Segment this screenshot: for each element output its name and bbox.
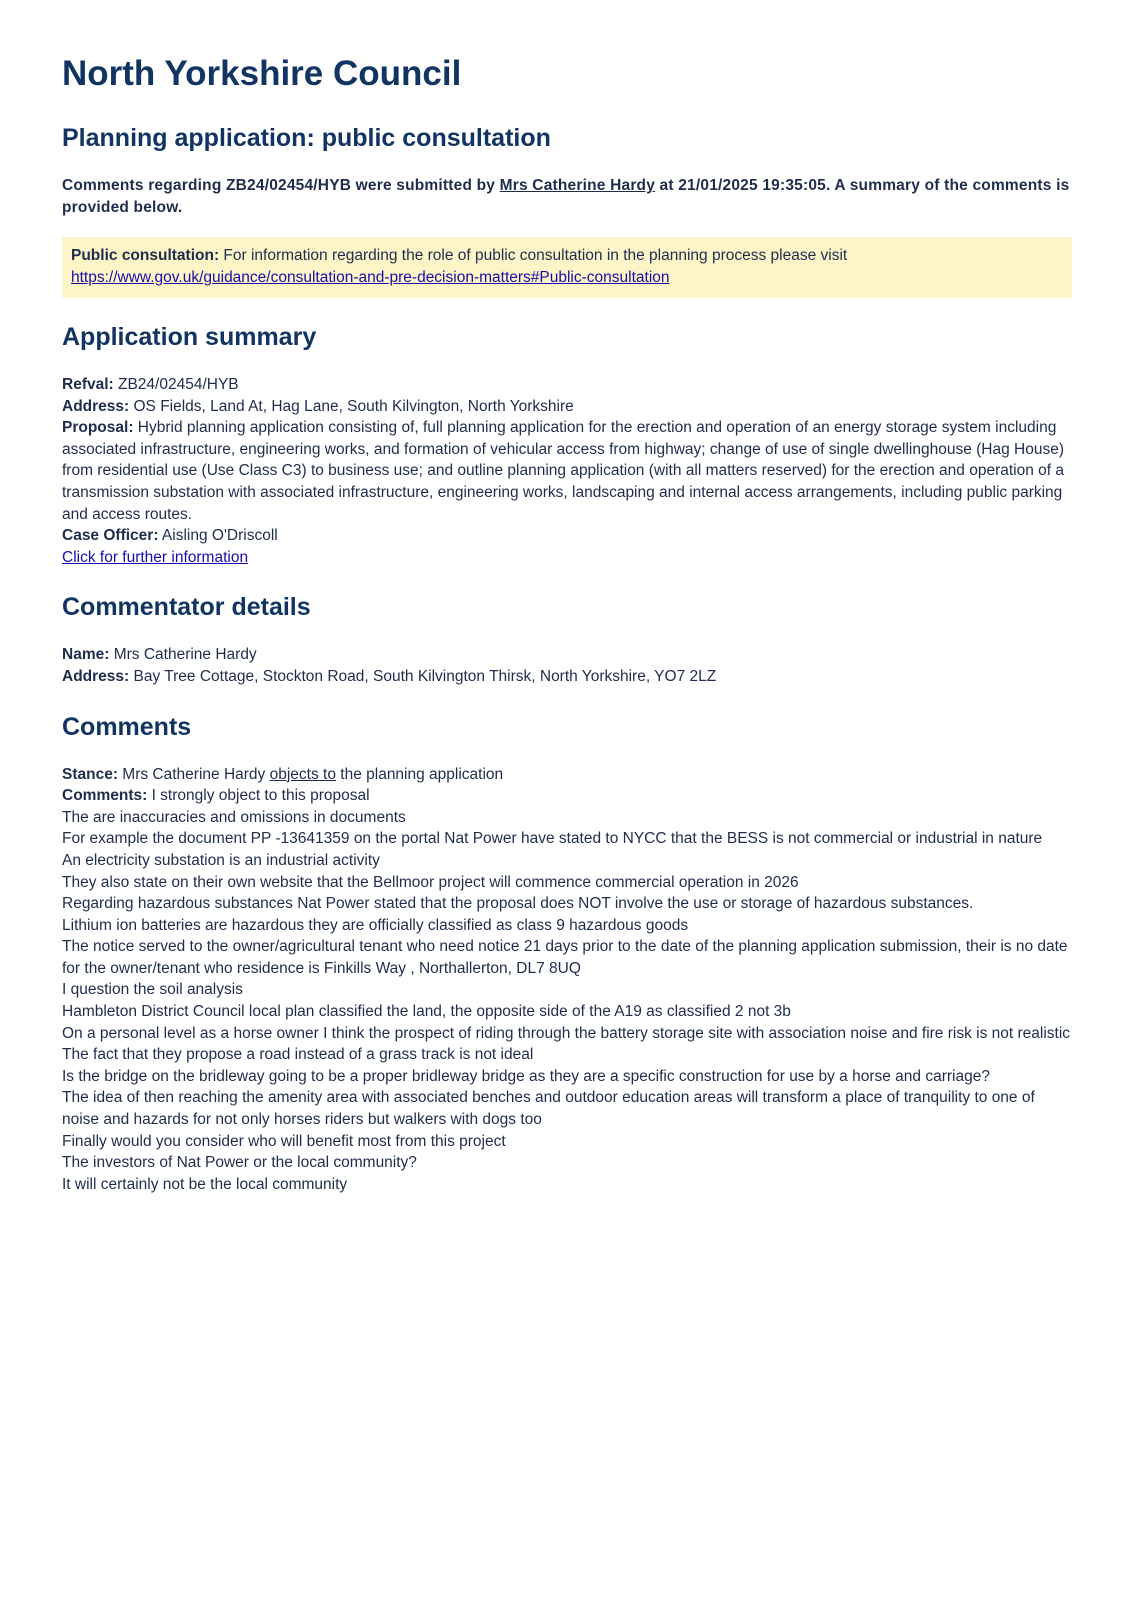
commentator-address-row [62,666,1072,688]
comment-line: The fact that they propose a road instead of a grass track is not ideal [62,1046,534,1064]
comment-line: The idea of then reaching the amenity area with associated benches and outdoor education areas will transform a place of tranquility to one of noise and hazards for not only horses riders but walkers with dogs too [62,1089,1035,1129]
comment-line: Lithium ion batteries are hazardous they are officially classified as class 9 hazardous goods [62,916,689,934]
further-information-link[interactable]: Click for further information [62,548,249,566]
comment-line: The investors of Nat Power or the local community? [62,1154,417,1172]
comments-heading: Comments [62,712,192,741]
application-summary-heading: Application summary [62,323,317,351]
refval-value: ZB24/02454/HYB [113,376,239,393]
proposal-label: Proposal: [62,419,134,437]
consultation-notice [62,237,1072,298]
proposal-row [62,417,1072,525]
stance-prefix: Mrs Catherine Hardy [118,765,270,783]
notice-label: Public consultation: [71,247,220,264]
comment-line: Hambleton District Council local plan classified the land, the opposite side of the A19 as classified 2 not 3b [62,1003,791,1021]
stance-row [62,764,1072,786]
comments-label: Comments: [62,787,148,805]
site-address-row [62,396,1072,418]
page-title: Planning application: public consultation [62,124,551,152]
refval-label: Refval: [62,376,114,393]
comment-line: For example the document PP -13641359 on the portal Nat Power have stated to NYCC that the BESS is not commercial or industrial in nature [62,830,1043,848]
further-info-row [62,547,1072,569]
consultation-guidance-link[interactable]: https://www.gov.uk/guidance/consultation-and-pre-decision-matters#Public-consultation [71,269,670,286]
proposal-value: Hybrid planning application consisting of, full planning application for the erection and operation of an energy storage system including associated infrastructure, engineering works, and formation of vehicular access from highway; change of use of single dwellinghouse (Hag House) from residential use (Use Class C3) to business use; and outline planning application (with all matters reserved) for the erection and operation of a transmission substation with associated infrastructure, engineering works, landscaping and internal access arrangements, including public parking and access routes. [62,419,1065,523]
application-summary [62,374,1072,568]
commentator-address-label: Address: [62,667,130,685]
submitter-link[interactable]: Mrs Catherine Hardy [499,177,656,194]
commentator-name-row [62,644,1072,666]
site-address-label: Address: [62,397,130,415]
submission-intro [62,175,1072,219]
commentator-name-label: Name: [62,646,110,664]
stance-value: objects to [269,765,336,783]
council-title: North Yorkshire Council [62,54,462,93]
stance-label: Stance: [62,765,118,783]
intro-prefix: Comments regarding ZB24/02454/HYB were submitted by [62,177,500,194]
comment-line: I question the soil analysis [62,981,243,999]
stance-suffix: the planning application [335,765,504,783]
comment-line: It will certainly not be the local community [62,1175,348,1193]
case-officer-value: Aisling O'Driscoll [158,527,278,545]
comment-line: Is the bridge on the bridleway going to be a proper bridleway bridge as they are a specific construction for use by a horse and carriage? [62,1067,990,1085]
comments-first-row [62,785,1072,807]
refval-row [62,374,1072,396]
intro-suffix: at 21/01/2025 19:35:05. A summary of the comments is provided below. [62,177,1070,216]
commentator-details [62,644,1072,687]
document-page [62,50,1072,1195]
comment-line: The notice served to the owner/agricultural tenant who need notice 21 days prior to the date of the planning application submission, their is no date for the owner/tenant who residence is Finkills Way , Northallerton, DL7 8UQ [62,938,1068,977]
comments-body [62,764,1072,1196]
case-officer-label: Case Officer: [62,527,159,545]
notice-text: For information regarding the role of public consultation in the planning process please visit [219,247,848,264]
commentator-details-heading: Commentator details [62,593,311,622]
comment-line: The are inaccuracies and omissions in documents [62,808,406,826]
commentator-name-value: Mrs Catherine Hardy [109,646,257,664]
comment-line: On a personal level as a horse owner I think the prospect of riding through the battery storage site with association noise and fire risk is not realistic [62,1024,1071,1042]
site-address-value: OS Fields, Land At, Hag Lane, South Kilvington, North Yorkshire [129,397,574,415]
comment-line: They also state on their own website that the Bellmoor project will commence commercial operation in 2026 [62,873,799,891]
comment-line: An electricity substation is an industrial activity [62,851,380,869]
case-officer-row [62,525,1072,547]
commentator-address-value: Bay Tree Cottage, Stockton Road, South Kilvington Thirsk, North Yorkshire, YO7 2LZ [129,667,717,685]
comments-first-line: I strongly object to this proposal [147,787,370,805]
comment-line: Regarding hazardous substances Nat Power stated that the proposal does NOT involve the use or storage of hazardous substances. [62,895,974,913]
comment-line: Finally would you consider who will benefit most from this project [62,1132,506,1150]
